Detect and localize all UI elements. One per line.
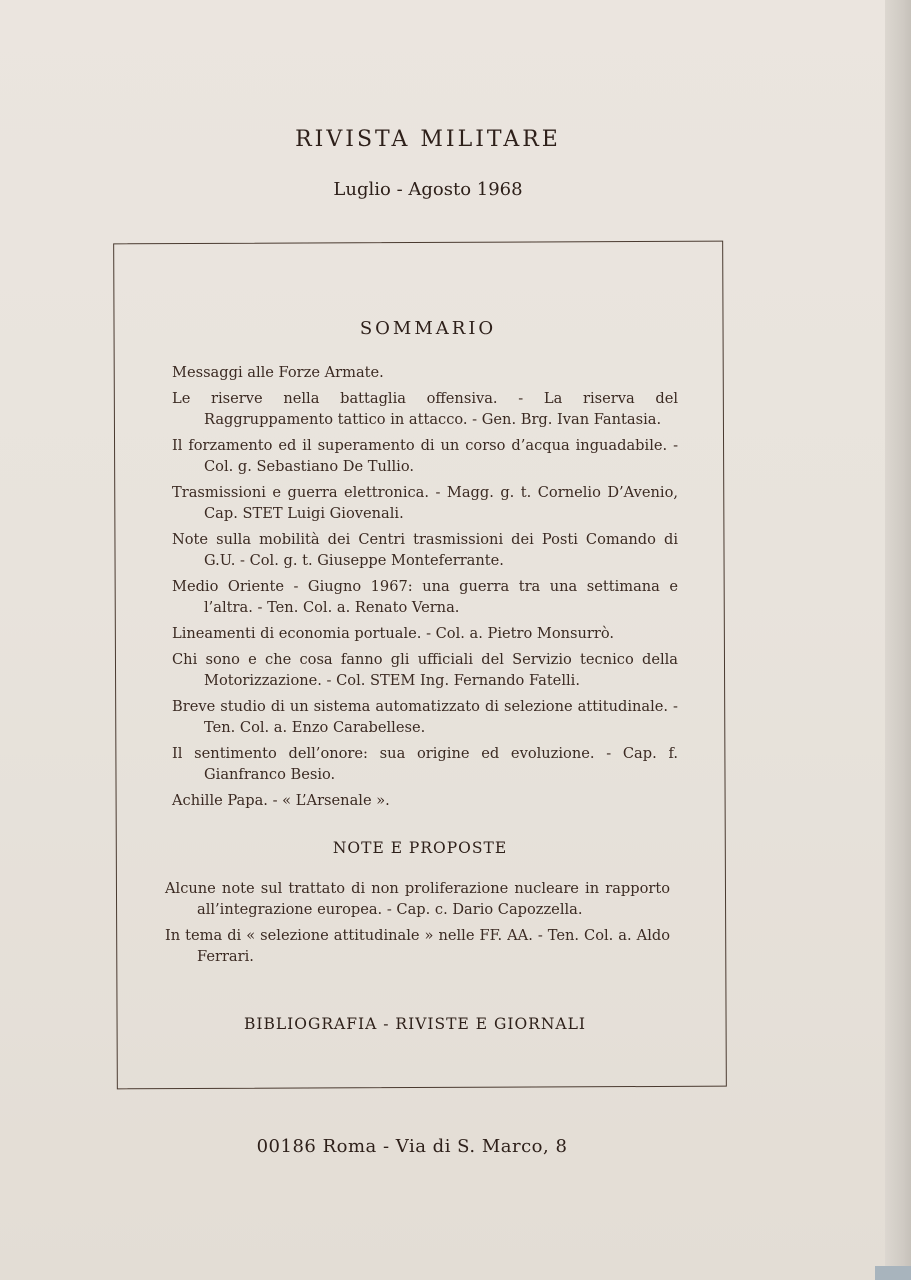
summary-entry: Il sentimento dell’onore: sua origine ed evoluzione. - Cap. f. Gianfranco Besio. <box>172 745 678 783</box>
summary-entry: Chi sono e che cosa fanno gli ufficiali del Servizio tecnico della Motorizzazione. - Col. STEM Ing. Fernando Fatelli. <box>172 651 678 689</box>
summary-entry: Medio Oriente - Giugno 1967: una guerra tra una settimana e l’altra. - Ten. Col. a. Renato Verna. <box>172 578 678 616</box>
page-corner <box>875 1266 911 1280</box>
notes-heading: NOTE E PROPOSTE <box>332 839 508 857</box>
summary-entry: Messaggi alle Forze Armate. <box>172 364 384 381</box>
summary-entry: Il forzamento ed il superamento di un corso d’acqua inguadabile. - Col. g. Sebastiano De Tullio. <box>172 437 678 475</box>
summary-entry: Trasmissioni e guerra elettronica. - Magg. g. t. Cornelio D’Avenio, Cap. STET Luigi Giovenali. <box>172 484 678 522</box>
summary-entry: Achille Papa. - « L’Arsenale ». <box>172 792 390 809</box>
summary-entry: Lineamenti di economia portuale. - Col. a. Pietro Monsurrò. <box>172 625 615 642</box>
journal-title: RIVISTA MILITARE <box>295 127 561 152</box>
summary-entry: Note sulla mobilità dei Centri trasmissioni dei Posti Comando di G.U. - Col. g. t. Giuseppe Monteferrante. <box>172 531 678 569</box>
summary-heading: SOMMARIO <box>359 318 497 339</box>
notes-entry: In tema di « selezione attitudinale » nelle FF. AA. - Ten. Col. a. Aldo Ferrari. <box>165 927 670 965</box>
summary-entry: Le riserve nella battaglia offensiva. - La riserva del Raggruppamento tattico in attacco. - Gen. Brg. Ivan Fantasia. <box>172 390 678 428</box>
publisher-address: 00186 Roma - Via di S. Marco, 8 <box>256 1136 568 1157</box>
bibliography-heading: BIBLIOGRAFIA - RIVISTE E GIORNALI <box>243 1015 587 1033</box>
summary-entry: Breve studio di un sistema automatizzato di selezione attitudinale. - Ten. Col. a. Enzo Carabellese. <box>172 698 678 736</box>
notes-list <box>165 878 670 972</box>
summary-list <box>172 362 678 816</box>
notes-entry: Alcune note sul trattato di non proliferazione nucleare in rapporto all’integrazione europea. - Cap. c. Dario Capozzella. <box>165 880 670 918</box>
page-edge <box>885 0 911 1280</box>
issue-date: Luglio - Agosto 1968 <box>333 179 523 200</box>
